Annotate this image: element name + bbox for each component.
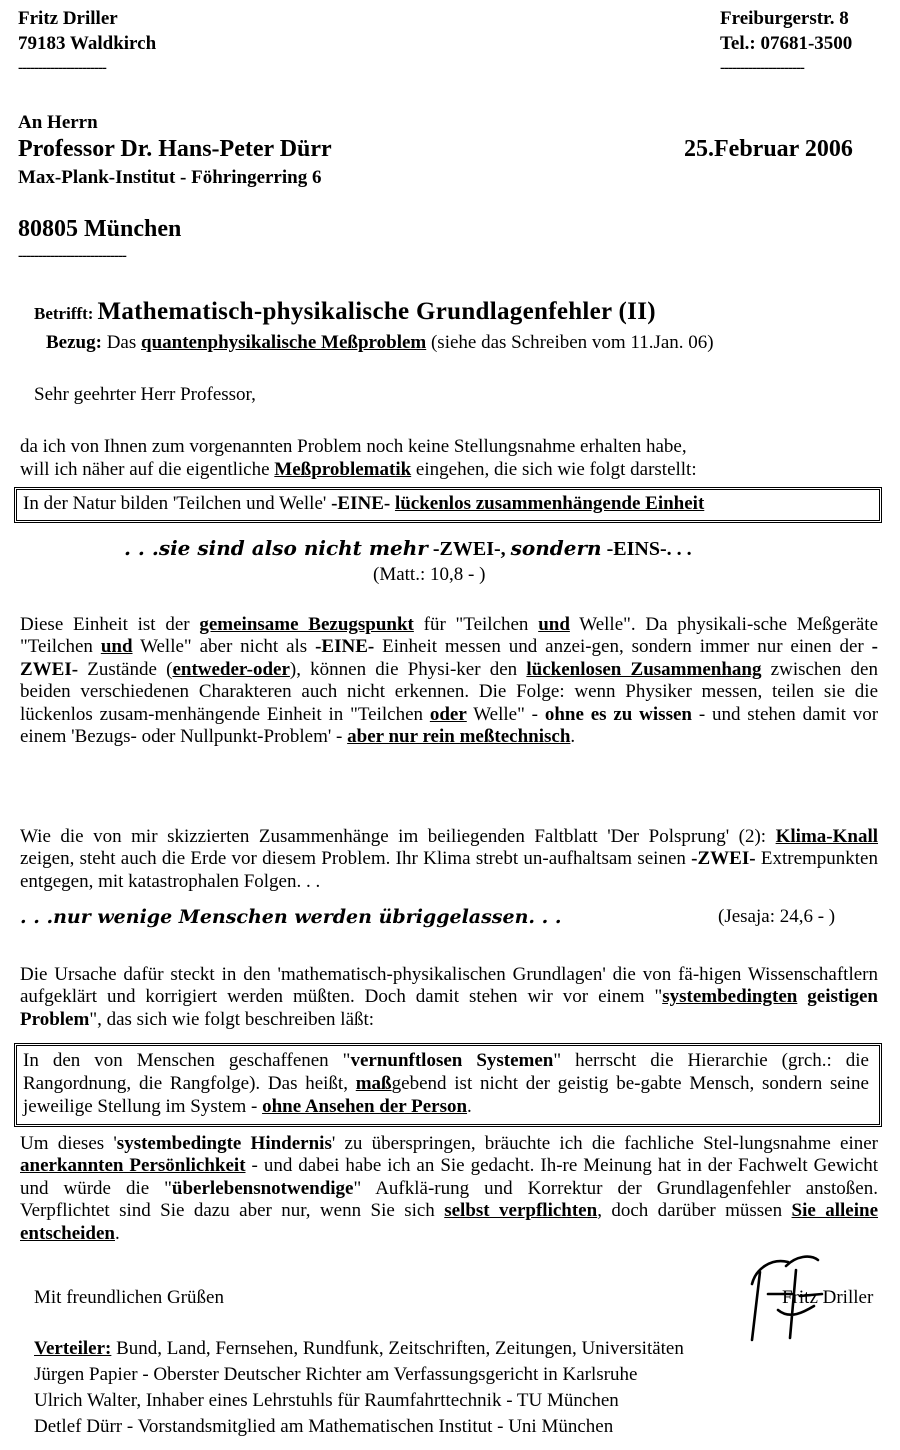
statement-box-1 (14, 487, 882, 523)
para3-t1: Wie die von mir skizzierten Zusammenhänge im beiliegenden Faltblatt 'Der Polsprung' (2): (20, 826, 767, 847)
box2-b1: vernunftlosen Systemen (350, 1050, 554, 1071)
distribution-label: Verteiler: (34, 1338, 112, 1359)
para2-b2: -ZWEI- (20, 636, 878, 680)
quote1-ref: (Matt.: 10,8 - ) (373, 564, 486, 585)
box2-t3: gebend ist nicht der geistig be-gabte Mensch, sondern seine jeweilige Stellung im System - (23, 1073, 869, 1117)
sender-phone: Tel.: 07681-3500 (720, 33, 853, 54)
reference-underlined: quantenphysikalische Meßproblem (141, 332, 427, 353)
para2-t7: ), können die Physi-ker den (289, 658, 518, 680)
distribution-line2: Jürgen Papier - Oberster Deutscher Richter am Verfassungsgericht in Karlsruhe (34, 1364, 638, 1385)
para5-b2: überlebensnotwendige (171, 1177, 354, 1199)
recipient-institute: Max-Plank-Institut - Föhringerring 6 (18, 167, 322, 188)
distribution-text1: Bund, Land, Fernsehen, Rundfunk, Zeitschriften, Zeitungen, Universitäten (116, 1338, 684, 1359)
subject-text: Mathematisch-physikalische Grundlagenfehler (II) (97, 298, 656, 325)
para4-u1: systembedingten (662, 986, 798, 1008)
para2-t11: . (570, 726, 576, 748)
sender-name: Fritz Driller (18, 8, 118, 29)
para1-line1: da ich von Ihnen zum vorgenannten Problem noch keine Stellungsnahme erhalten habe, (20, 436, 687, 457)
box2-t1: In den von Menschen geschaffenen " (23, 1050, 351, 1071)
para2-u4: entweder-oder (172, 658, 290, 680)
para5-t6: . (115, 1222, 120, 1244)
signature-name: Fritz Driller (782, 1287, 874, 1308)
para5-t5: , doch darüber müssen (597, 1200, 783, 1222)
sender-city: 79183 Waldkirch (18, 33, 157, 54)
letter-date: 25.Februar 2006 (684, 136, 853, 162)
para3-t2: zeigen, steht auch die Erde vor diesem Problem. Ihr Klima strebt un-aufhaltsam seinen (20, 848, 686, 870)
para3-b2: -ZWEI- (691, 848, 756, 870)
para2-u1: gemeinsame Bezugspunkt (199, 614, 414, 635)
para4-t2: ", das sich wie folgt beschreiben läßt: (89, 1008, 375, 1030)
para3-b1: Klima-Knall (775, 826, 879, 847)
para2-u3: und (100, 636, 133, 658)
para2-t4: Welle" aber nicht als (140, 636, 308, 658)
para2-t1: Diese Einheit ist der (20, 614, 190, 635)
para2-u5: lückenlosen Zusammenhang (526, 658, 762, 680)
para1-line2-underlined: Meßproblematik (274, 459, 412, 480)
distribution-line1 (34, 1338, 684, 1360)
box1-b: -EINE- (331, 493, 391, 514)
para3-t3: Extrempunkten entgegen, mit katastrophalen Folgen. . . (20, 848, 878, 892)
recipient-salutation: An Herrn (18, 112, 98, 133)
sender-dashes-left: ---------------------- (18, 60, 106, 76)
para2-b1: -EINE- (315, 636, 375, 658)
para5-t4: " Aufklä-rung und Korrektur der Grundlagenfehler anstoßen. Verpflichtet sind Sie dazu aber nur, wenn Sie sich (20, 1177, 878, 1222)
closing: Mit freundlichen Grüßen (34, 1287, 224, 1308)
reference-post: (siehe das Schreiben vom 11.Jan. 06) (430, 332, 714, 353)
subject-label: Betrifft: (34, 304, 94, 323)
quote1-line (124, 536, 692, 561)
para3 (20, 826, 878, 893)
para5-u1: anerkannten Persönlichkeit (20, 1155, 246, 1177)
box1-a: In der Natur bilden 'Teilchen und Welle' (23, 493, 327, 514)
box1-c: lückenlos zusammenhängende Einheit (394, 493, 705, 514)
para3-ref: (Jesaja: 24,6 - ) (718, 906, 836, 927)
para4-t1: Die Ursache dafür steckt in den 'mathematisch-physikalischen Grundlagen' die von fä-higen Wissenschaftlern aufgeklärt und korrigiert werden müßten. Doch damit stehen wir vor einem " (20, 964, 878, 1008)
para5 (20, 1133, 878, 1245)
para4-b1: geistigen Problem (20, 986, 878, 1030)
recipient-name: Professor Dr. Hans-Peter Dürr (18, 136, 332, 162)
para5-b1: systembedingte Hindernis (116, 1133, 332, 1154)
subject-line (34, 298, 656, 326)
quote1-d: -EINS-. . . (606, 538, 692, 560)
distribution-line3: Ulrich Walter, Inhaber eines Lehrstuhls für Raumfahrttechnik - TU München (34, 1390, 619, 1411)
sender-street: Freiburgerstr. 8 (720, 8, 849, 29)
para5-t2: ' zu überspringen, bräuchte ich die fachliche Stel-lungsnahme einer (331, 1133, 878, 1154)
box2-t2: " herrscht die Hierarchie (grch.: die Rangordnung, die Rangfolge). Das heißt, (23, 1050, 869, 1094)
para4 (20, 964, 878, 1031)
para2-t3: Welle". Da physikali-sche Meßgeräte "Teilchen (20, 614, 879, 658)
para2-t10: - und stehen damit vor einem 'Bezugs- oder Nullpunkt-Problem' - (20, 703, 879, 748)
para2-u2: und (538, 614, 570, 635)
para1-line2 (20, 459, 697, 481)
para2-t5: Einheit messen und anzei-gen, sondern immer nur einen der (382, 636, 864, 658)
distribution-line4: Detlef Dürr - Vorstandsmitglied am Mathematischen Institut - Uni München (34, 1416, 614, 1437)
box2-u2: ohne Ansehen der Person (262, 1096, 468, 1117)
para5-t1: Um dieses ' (20, 1133, 117, 1154)
quote1-b: -ZWEI-, (432, 538, 506, 560)
para2-u6: oder (429, 703, 467, 725)
para2-t9: Welle" - (473, 703, 539, 725)
quote1-c: sondern (510, 536, 602, 560)
para3-quote: . . .nur wenige Menschen werden übriggelassen. . . (20, 906, 562, 928)
para2 (20, 614, 878, 748)
para2-u7: aber nur rein meßtechnisch (347, 726, 571, 748)
para2-b3: ohne es zu wissen (544, 703, 692, 725)
recipient-city: 80805 München (18, 216, 182, 242)
greeting: Sehr geehrter Herr Professor, (34, 384, 256, 405)
para1-line2-b: eingehen, die sich wie folgt darstellt: (415, 459, 697, 480)
reference-pre: Das (106, 332, 137, 353)
quote1-a: . . .sie sind also nicht mehr (124, 536, 428, 560)
reference-label: Bezug: (46, 332, 102, 353)
para2-t8: zwischen den beiden verschiedenen Charakteren auch nicht erkennen. Die Folge: wenn Physiker messen, teilen sie die lückenlos zusam-menhängende Einheit in "Teilchen (20, 658, 878, 725)
sender-dashes-right: --------------------- (720, 60, 804, 76)
para1-line2-a: will ich näher auf die eigentliche (20, 459, 270, 480)
statement-box-2 (14, 1043, 882, 1127)
para5-u2: selbst verpflichten (444, 1200, 598, 1222)
reference-line (46, 332, 714, 354)
box2-u1: maß (355, 1073, 392, 1094)
para2-t6: Zustände ( (87, 658, 173, 680)
para5-t3: - und dabei habe ich an Sie gedacht. Ih-re Meinung hat in der Fachwelt Gewicht und würde die " (20, 1155, 879, 1199)
box2-t4: . (467, 1096, 472, 1117)
recipient-dashes: --------------------------- (18, 248, 126, 264)
para2-t2: für "Teilchen (423, 614, 529, 635)
para5-u3: Sie alleine entscheiden (20, 1200, 879, 1244)
